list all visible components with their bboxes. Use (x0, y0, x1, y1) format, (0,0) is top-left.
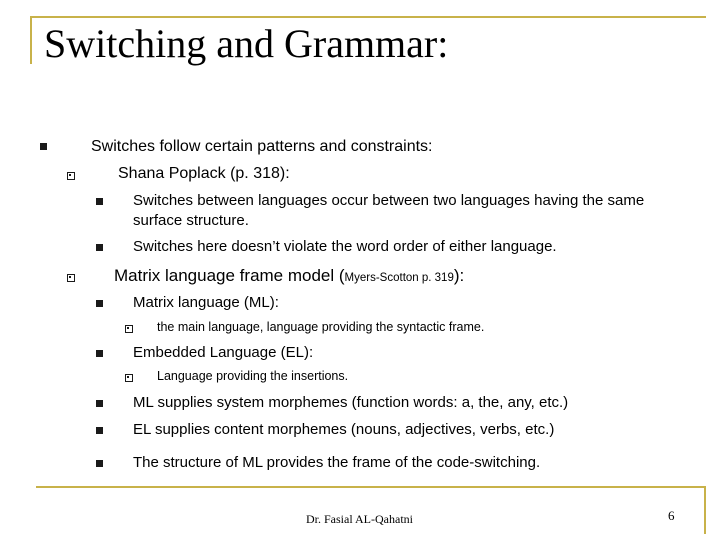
bullet-box-icon (125, 325, 133, 333)
mlf-heading-text: Matrix language frame model ( (114, 266, 345, 285)
ml-supplies-item: ML supplies system morphemes (function words: a, the, any, etc.) (133, 394, 569, 411)
mlf-heading (114, 266, 464, 288)
slide-title: Switching and Grammar: (44, 21, 449, 66)
poplack-heading: Shana Poplack (p. 318): (118, 165, 290, 182)
mlf-heading-close: ): (453, 266, 465, 285)
bullet-square-icon (40, 143, 47, 150)
page-number: 6 (668, 508, 675, 523)
bullet-square-icon (96, 198, 103, 205)
poplack-point2: Switches here doesn’t violate the word order of either language. (133, 238, 557, 255)
bullet-square-icon (96, 350, 103, 357)
main-bullet-text: Switches follow certain patterns and constraints: (91, 138, 433, 155)
right-border-line (704, 486, 706, 534)
bullet-square-icon (96, 427, 103, 434)
bullet-box-icon (67, 274, 75, 282)
embedded-language-detail: Language providing the insertions. (157, 369, 349, 383)
el-supplies-item: EL supplies content morphemes (nouns, adjectives, verbs, etc.) (133, 421, 555, 438)
poplack-point1-line1: Switches between languages occur between two languages having the same (133, 192, 645, 209)
bullet-square-icon (96, 400, 103, 407)
matrix-language-item: Matrix language (ML): (133, 294, 279, 311)
bullet-square-icon (96, 300, 103, 307)
bullet-square-icon (96, 460, 103, 467)
ml-frame-item: The structure of ML provides the frame of the code-switching. (133, 454, 541, 471)
bullet-square-icon (96, 244, 103, 251)
footer-author: Dr. Fasial AL-Qahatni (306, 512, 413, 526)
embedded-language-item: Embedded Language (EL): (133, 344, 314, 361)
mlf-heading-citation: Myers-Scotton p. 319 (344, 272, 454, 284)
matrix-language-detail: the main language, language providing the syntactic frame. (157, 320, 485, 334)
poplack-point1-line2: surface structure. (133, 212, 249, 229)
bullet-box-icon (125, 374, 133, 382)
left-border-line (30, 16, 32, 64)
bullet-box-icon (67, 172, 75, 180)
bottom-border-line (36, 486, 704, 488)
